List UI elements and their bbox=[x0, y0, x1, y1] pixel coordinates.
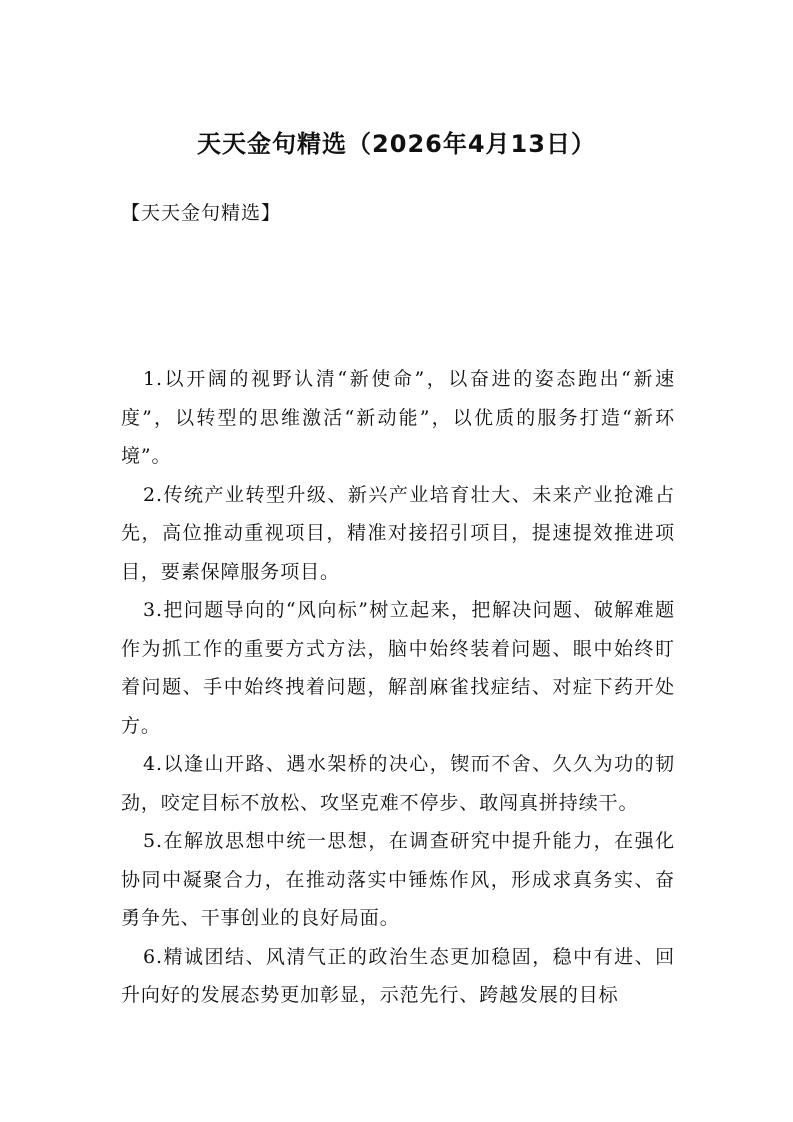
paragraph-2: 2.传统产业转型升级、新兴产业培育壮大、未来产业抢滩占先，高位推动重视项目，精准对接招引项目，提速提效推进项目，要素保障服务项目。 bbox=[121, 483, 675, 583]
paragraph-5: 5.在解放思想中统一思想，在调查研究中提升能力，在强化协同中凝聚合力，在推动落实中锤炼作风，形成求真务实、奋勇争先、干事创业的良好局面。 bbox=[121, 830, 675, 929]
page-title: 天天金句精选（2026年4月13日） bbox=[197, 130, 596, 158]
paragraph-3: 3.把问题导向的“风向标”树立起来，把解决问题、破解难题作为抓工作的重要方式方法，脑中始终装着问题、眼中始终盯着问题、手中始终拽着问题，解剖麻雀找症结、对症下药开处方。 bbox=[121, 599, 675, 737]
document-body bbox=[121, 360, 675, 1015]
paragraph-4: 4.以逢山开路、遇水架桥的决心，锲而不舍、久久为功的韧劲，咬定目标不放松、攻坚克难不停步、敢闯真拼持续干。 bbox=[121, 753, 675, 814]
section-label: 【天天金句精选】 bbox=[121, 202, 282, 224]
paragraph-6: 6.精诚团结、风清气正的政治生态更加稳固，稳中有进、回升向好的发展态势更加彰显，示范先行、跨越发展的目标 bbox=[121, 945, 675, 1006]
paragraph-1: 1.以开阔的视野认清“新使命”，以奋进的姿态跑出“新速度”，以转型的思维激活“新动能”，以优质的服务打造“新环境”。 bbox=[121, 368, 675, 467]
